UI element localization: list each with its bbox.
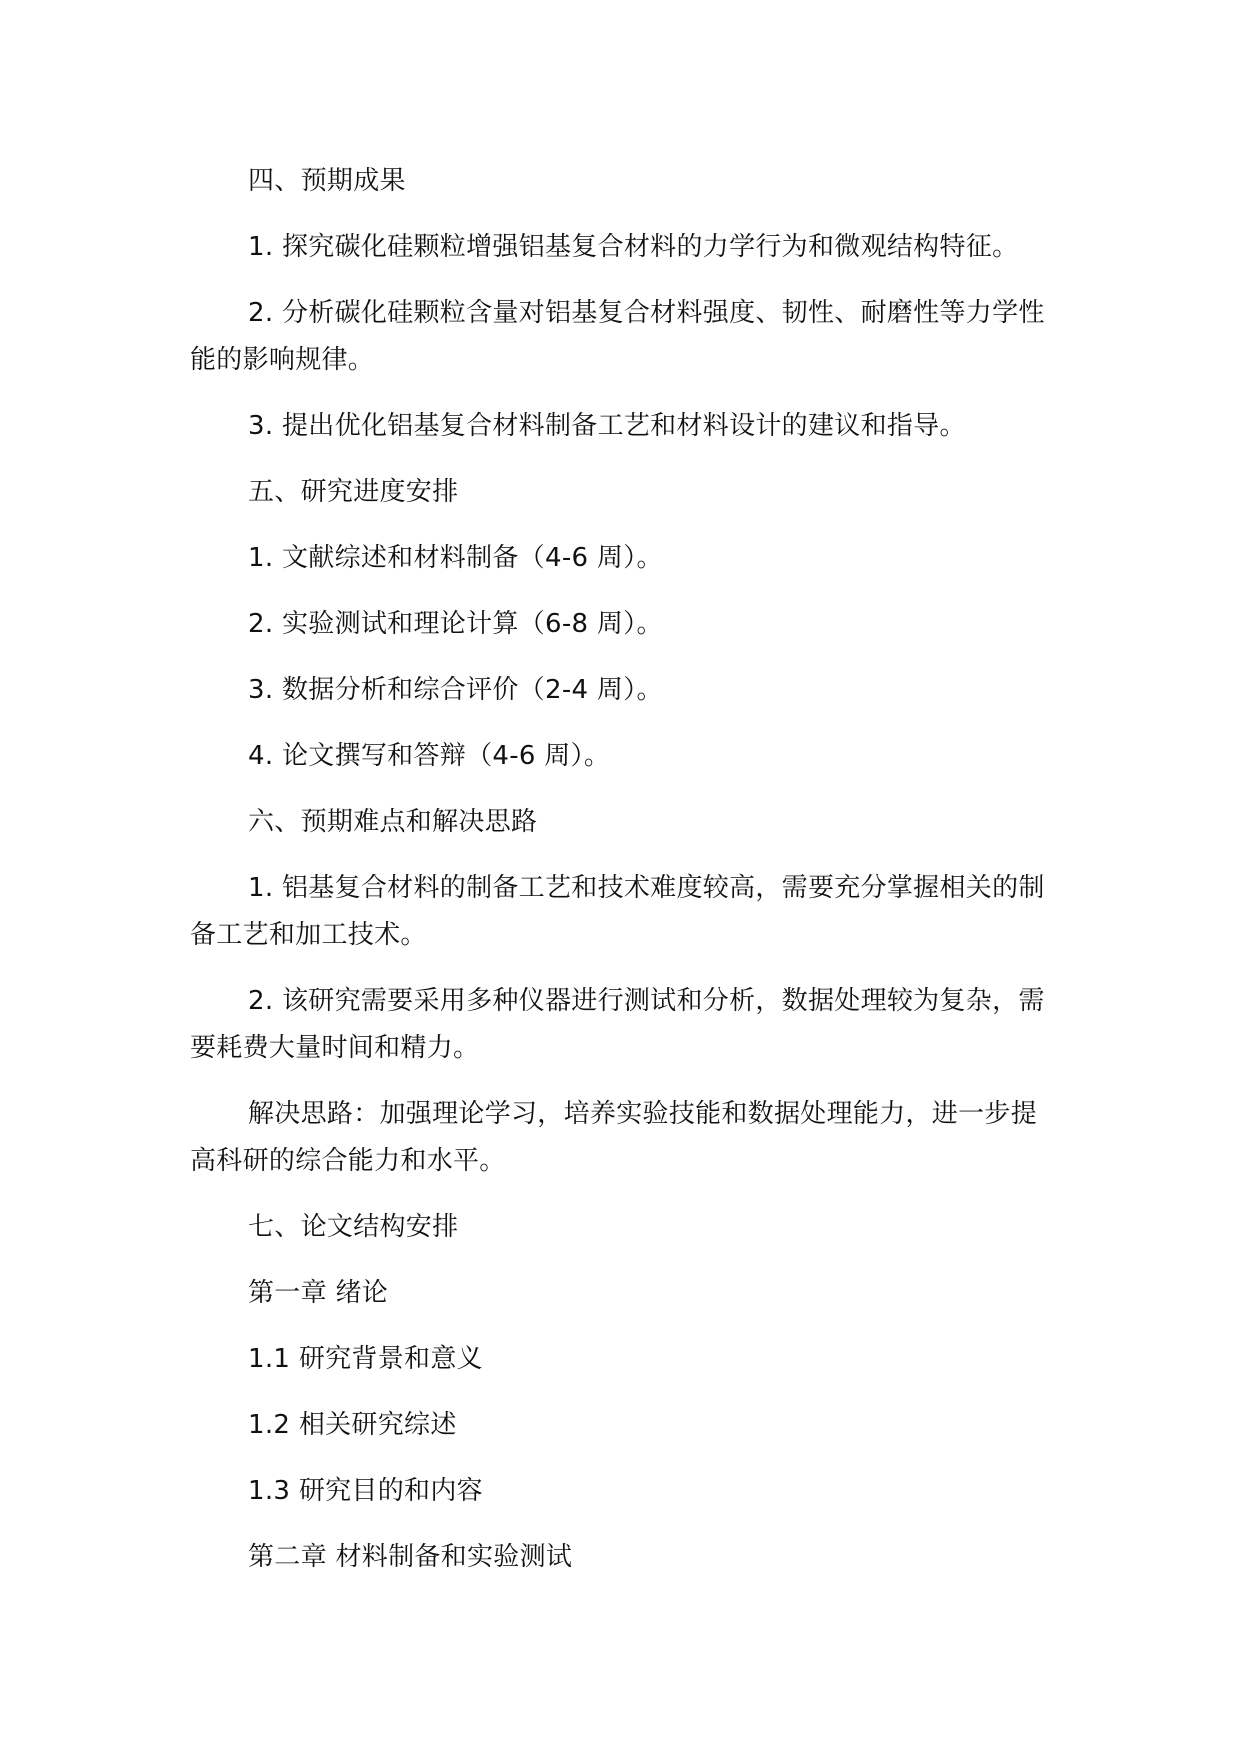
section-heading-thesis-structure: 七、论文结构安排	[248, 1212, 459, 1242]
section-heading-schedule: 五、研究进度安排	[248, 477, 459, 507]
chapter-1-title: 第一章 绪论	[248, 1278, 389, 1308]
schedule-item-4: 4. 论文撰写和答辩（4-6 周）。	[248, 741, 611, 771]
result-item-3: 3. 提出优化铝基复合材料制备工艺和材料设计的建议和指导。	[248, 411, 966, 441]
schedule-item-1: 1. 文献综述和材料制备（4-6 周）。	[248, 543, 663, 573]
difficulty-item-1: 1. 铝基复合材料的制备工艺和技术难度较高，需要充分掌握相关的制备工艺和加工技术。	[190, 873, 1045, 950]
schedule-item-2: 2. 实验测试和理论计算（6-8 周）。	[248, 609, 663, 639]
result-item-2: 2. 分析碳化硅颗粒含量对铝基复合材料强度、韧性、耐磨性等力学性能的影响规律。	[190, 298, 1045, 375]
schedule-item-3: 3. 数据分析和综合评价（2-4 周）。	[248, 675, 663, 705]
chapter-2-title: 第二章 材料制备和实验测试	[248, 1542, 573, 1572]
difficulty-item-2: 2. 该研究需要采用多种仪器进行测试和分析，数据处理较为复杂，需要耗费大量时间和精力。	[190, 986, 1045, 1063]
solution-paragraph: 解决思路：加强理论学习，培养实验技能和数据处理能力，进一步提高科研的综合能力和水平。	[190, 1099, 1038, 1176]
document-body	[190, 158, 1045, 1600]
section-1-1: 1.1 研究背景和意义	[248, 1344, 483, 1374]
section-1-2: 1.2 相关研究综述	[248, 1410, 457, 1440]
result-item-1: 1. 探究碳化硅颗粒增强铝基复合材料的力学行为和微观结构特征。	[248, 232, 1019, 262]
section-heading-expected-results: 四、预期成果	[248, 166, 406, 196]
section-1-3: 1.3 研究目的和内容	[248, 1476, 483, 1506]
section-heading-difficulties: 六、预期难点和解决思路	[248, 807, 538, 837]
